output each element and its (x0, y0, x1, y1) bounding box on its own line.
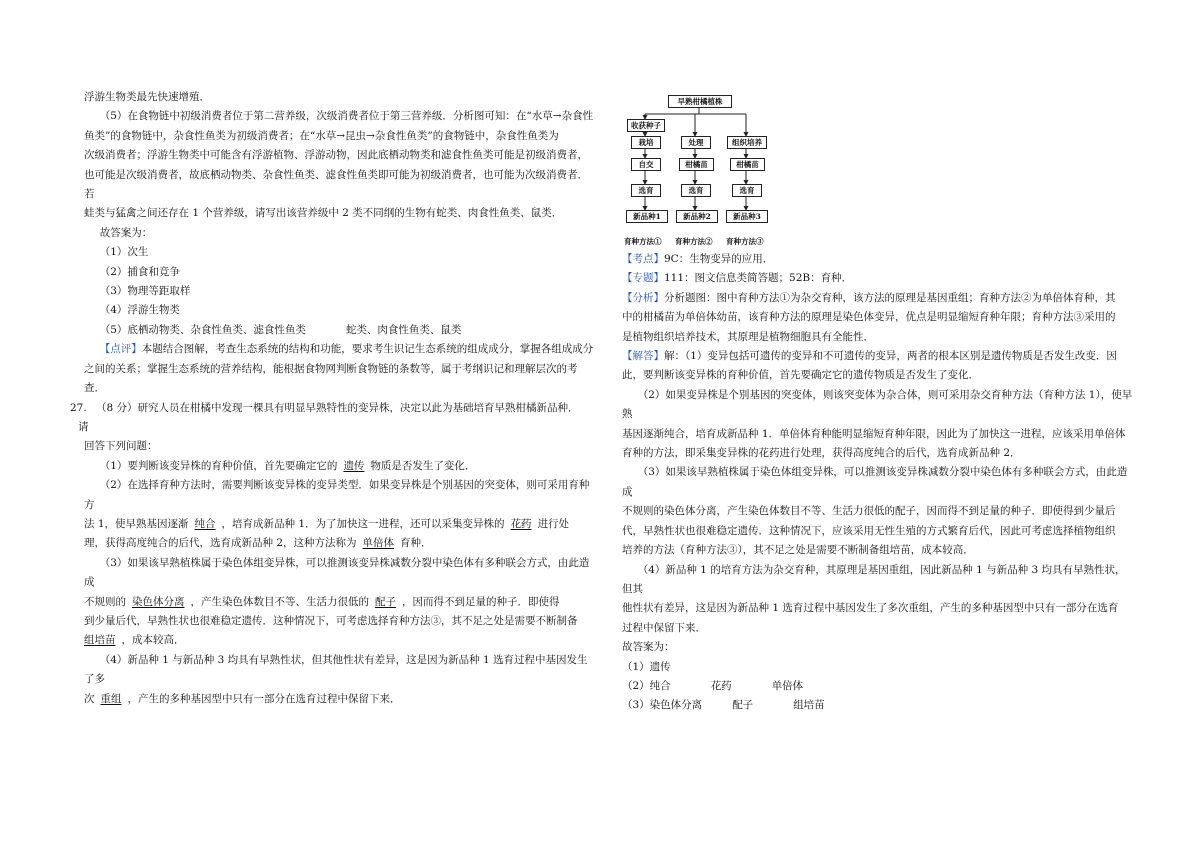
answer-heading: 故答案为： (99, 226, 153, 239)
right-column (622, 250, 1134, 716)
breeding-methods-diagram (624, 92, 774, 254)
diagram-node: 处理 (681, 136, 711, 149)
knowledge-point: 【考点】9C：生物变异的应用． (622, 253, 774, 265)
text-line: 也可能是次级消费者，故底栖动物类、杂食性鱼类、滤食性鱼类即可能为初级消费者，也可能为次级消费者．若 (84, 168, 588, 201)
text-line: 浮游生物类最先快速增殖． (84, 91, 210, 103)
method-label-1: 育种方法① (624, 237, 662, 246)
solution-paragraph: 【解答】解：（1）变异包括可遗传的变异和不可遗传的变异，两者的根本区别是遗传物质是否发生改变．因 (622, 350, 1117, 363)
diagram-node-new-variety-3: 新品种3 (726, 210, 768, 223)
text-line: （4）新品种 1 的培育方法为杂交育种，其原理是基因重组，因此新品种 1 与新品种 3 均具有早熟性状，但其 (622, 563, 1126, 595)
text-line: （3）如果该早熟植株属于染色体组变异株，可以推测该变异株减数分裂中染色体有多种联会方式，由此造成 (622, 466, 1128, 498)
diagram-node: 自交 (631, 158, 661, 171)
answer-item: （1）遗传 (622, 660, 671, 673)
answer-item: （2）捕食和竞争 (99, 265, 180, 278)
text-line: 蛙类与猛禽之间还存在 1 个营养级，请写出该营养级中 2 类不同纲的生物有蛇类、肉食性鱼类、鼠类． (84, 207, 563, 220)
answer-blank: 遗传 (343, 459, 365, 472)
diagram-node: 选育 (732, 184, 762, 197)
answer-item: （3）染色体分离 配子 组培苗 (622, 699, 825, 712)
diagram-node: 柑橘苗 (679, 158, 714, 171)
analysis-paragraph: 【分析】分析题图：图中育种方法①为杂交育种，该方法的原理是基因重组；育种方法②为单倍体育种，其 (622, 291, 1116, 304)
diagram-node-new-variety-2: 新品种2 (676, 210, 718, 223)
text-line: 过程中保留下来． (622, 621, 706, 634)
method-label-3: 育种方法③ (726, 237, 764, 246)
diagram-node: 选育 (681, 184, 711, 197)
diagram-node: 组织培养 (727, 136, 767, 149)
question-part-4: （4）新品种 1 与新品种 3 均具有早熟性状，但其他性状有差异，这是因为新品种 1 选育过程中基因发生了多 (84, 653, 588, 686)
text-line: 到少量后代，早熟性状也很难稳定遗传．这种情况下，可考虑选择育种方法③，其不足之处是需要不断制备 (84, 614, 578, 627)
diagram-node: 栽培 (631, 136, 661, 149)
answer-blank: 组培苗 (84, 634, 116, 647)
answer-blank: 染色体分离 (132, 595, 185, 608)
text-line: 育种的方法，即采集变异株的花药进行处理，获得高度纯合的后代，选育成新品种 2． (622, 447, 1021, 460)
diagram-node-new-variety-1: 新品种1 (626, 210, 668, 223)
method-label-2: 育种方法② (675, 237, 713, 246)
text-line: 不规则的染色体分离，产生染色体数目不等、生活力很低的配子，因而得不到足量的种子．即使得到少量后 (622, 505, 1116, 518)
answer-blank: 单倍体 (362, 537, 395, 550)
topic: 【专题】111：图文信息类简答题；52B：育种． (622, 272, 853, 285)
question-part-2: （2）在选择育种方法时，需要判断该变异株的变异类型．如果变异株是个别基因的突变体，则可采用育种方 (84, 479, 590, 511)
answer-blank: 花药 (510, 517, 532, 530)
comment-paragraph (84, 340, 596, 359)
question-text: （8 分）研究人员在柑橘中发现一棵具有明显早熟特性的变异株，决定以此为基础培育早熟柑橘新品种． (96, 401, 579, 414)
text-line: 本题结合图解，考查生态系统的结构和功能，要求考生识记生态系统的组成成分，掌握各组成成分 (141, 343, 594, 356)
answer-heading: 故答案为： (622, 641, 675, 654)
text-line: 法 1，使早熟基因逐渐 纯合 ，培育成新品种 1．为了加快这一进程，还可以采集变异株的 花药 进行处 (84, 517, 570, 530)
comment-tag: 【点评】 (99, 343, 142, 356)
tag-kaodian: 【考点】 (622, 253, 664, 265)
text-line: 回答下列问题： (84, 440, 158, 453)
left-column (70, 88, 596, 709)
question-part-3: （3）如果该早熟植株属于染色体组变异株，可以推测该变异株减数分裂中染色体有多种联会方式，由此造成 (84, 556, 590, 589)
answer-item: （2）纯合 花药 单倍体 (622, 679, 804, 692)
tag-fenxi: 【分析】 (622, 291, 664, 304)
text-line: 是植物组织培养技术，其原理是植物细胞具有全能性． (622, 330, 874, 343)
text-line: 此，要判断该变异株的育种价值，首先要确定它的遗传物质是否发生了变化． (622, 369, 979, 382)
text-line: 次 重组 ，产生的多种基因型中只有一部分在选育过程中保留下来． (84, 692, 401, 705)
text-line: 培养的方法（育种方法③），其不足之处是需要不断制备组培苗，成本较高． (622, 544, 974, 557)
text-line: 他性状有差异，这是因为新品种 1 选育过程中基因发生了多次重组，产生的多种基因型中只有一部分在选育 (622, 602, 1119, 615)
answer-item: （1）次生 (99, 246, 149, 259)
question-number: 27. (70, 401, 87, 414)
text-line: 中的柑橘苗为单倍体幼苗，该育种方法的原理是染色体变异，优点是明显缩短育种年限；育种方法③采用的 (622, 311, 1116, 324)
question-27-heading: 27. （8 分）研究人员在柑橘中发现一棵具有明显早熟特性的变异株，决定以此为基础培育早熟柑橘新品种．请 (70, 399, 596, 438)
diagram-node: 选育 (631, 184, 661, 197)
text-line: 鱼类”的食物链中，杂食性鱼类为初级消费者；在“水草→昆虫→杂食性鱼类”的食物链中，杂食性鱼类为 (84, 129, 559, 142)
text-line: 基因逐渐纯合，培育成新品种 1．单倍体育种能明显缩短育种年限，因此为了加快这一进程，应该采用单倍体 (622, 427, 1126, 440)
text-line: 之间的关系；掌握生态系统的营养结构，能根据食物网判断食物链的条数等，属于考纲识记和理解层次的考 (84, 362, 578, 375)
text-line: 组培苗 ，成本较高． (84, 634, 185, 647)
answer-item: （4）浮游生物类 (99, 304, 180, 317)
diagram-connectors (624, 92, 774, 254)
answer-part: 蛇类、肉食性鱼类、鼠类 (345, 323, 462, 336)
text-line: 代，早熟性状也很难稳定遗传．这种情况下，应该采用无性生殖的方式繁育后代，因此可考虑选择植物组织 (622, 524, 1116, 537)
text-line: （2）如果变异株是个别基因的突变体，则该突变体为杂合体，则可采用杂交育种方法（育种方法 1），使早熟 (622, 388, 1133, 421)
question-part-1: （1）要判断该变异株的育种价值，首先要确定它的 遗传 物质是否发生了变化． (99, 459, 476, 472)
answer-item (84, 321, 596, 340)
text-line: 不规则的 染色体分离 ，产生染色体数目不等、生活力很低的 配子 ，因而得不到足量的种子．即使得 (84, 595, 560, 608)
answer-item: （3）物理等距取样 (99, 285, 191, 298)
diagram-node: 收获种子 (627, 119, 665, 132)
tag-jieda: 【解答】 (622, 350, 664, 363)
answer-blank: 重组 (100, 692, 122, 705)
text-line: （5）在食物链中初级消费者位于第二营养级，次级消费者位于第三营养级．分析图可知：在“水草→杂食性 (99, 110, 594, 123)
text-line: 理，获得高度纯合的后代，选育成新品种 2，这种方法称为 单倍体 育种． (84, 537, 432, 550)
answer-blank: 配子 (375, 595, 396, 608)
answer-part: （5）底栖动物类、杂食性鱼类、滤食性鱼类 (99, 323, 306, 336)
answer-blank: 纯合 (194, 517, 216, 530)
tag-zhuanti: 【专题】 (622, 272, 664, 285)
text-line: 次级消费者；浮游生物类中可能含有浮游植物、浮游动物，因此底栖动物类和滤食性鱼类可能是初级消费者， (84, 149, 588, 162)
diagram-node-early-plant: 早熟柑橘植株 (668, 95, 732, 108)
diagram-node: 柑橘苗 (730, 158, 765, 171)
text-line: 查． (84, 382, 105, 395)
